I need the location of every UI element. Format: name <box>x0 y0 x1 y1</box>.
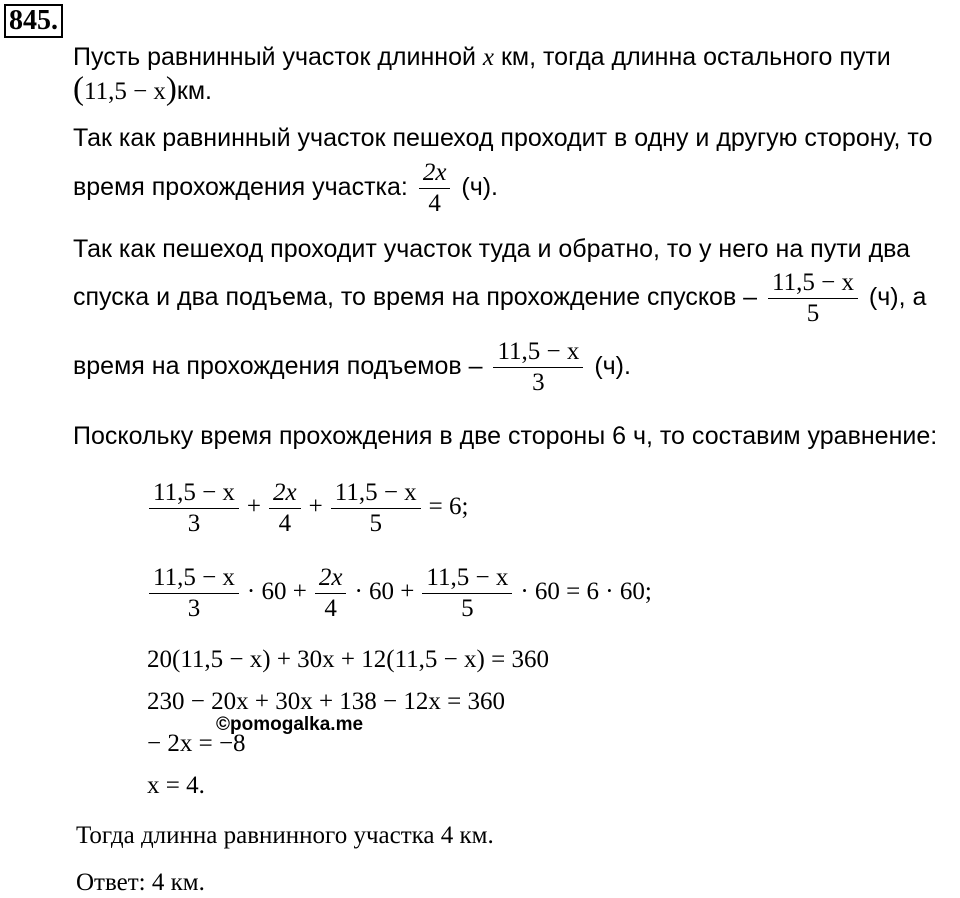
equation-6: x = 4. <box>147 772 205 799</box>
equation-4: 230 − 20x + 30x + 138 − 12x = 360 <box>147 688 505 715</box>
fraction-denominator: 4 <box>278 510 292 537</box>
p3-fraction-1 <box>768 270 858 327</box>
fraction-denominator: 3 <box>187 595 201 622</box>
fraction-numerator: 11,5 − x <box>149 480 239 509</box>
eq1-op-1: + <box>246 493 262 521</box>
fraction-numerator: 2x <box>419 160 451 189</box>
p2-fraction <box>419 160 451 217</box>
eq1-op-2: + <box>308 493 323 521</box>
fraction-denominator: 5 <box>369 510 382 537</box>
eq1-fraction-3 <box>331 480 421 537</box>
fraction-denominator: 3 <box>187 510 201 537</box>
p2-line2 <box>73 160 498 217</box>
fraction-denominator: 4 <box>324 595 337 622</box>
p1-line1-b: км, тогда длинна остального пути <box>494 43 891 71</box>
p1-line1 <box>73 42 891 73</box>
watermark: ©pomogalka.me <box>216 714 364 735</box>
fraction-denominator: 5 <box>461 595 474 622</box>
equation-2 <box>145 565 656 622</box>
fraction-numerator: 11,5 − x <box>149 565 239 594</box>
eq2-mult-1: · 60 + <box>246 578 307 606</box>
p3-line2-a: спуска и два подъема, то время на прохождение спусков – <box>73 283 758 312</box>
fraction-denominator: 3 <box>532 369 545 396</box>
p1-line2-expr: 11,5 − x <box>84 78 166 105</box>
p2-line2-a: время прохождения участка: <box>73 173 408 202</box>
fraction-numerator: 2x <box>315 565 347 594</box>
eq2-rhs: · 60 = 6 · 60; <box>520 578 652 606</box>
fraction-numerator: 11,5 − x <box>768 270 858 299</box>
fraction-numerator: 11,5 − x <box>422 565 512 594</box>
equation-5: − 2x = −8 <box>147 730 246 757</box>
problem-number: 845. <box>4 4 63 38</box>
fraction-numerator: 2x <box>269 480 301 509</box>
eq1-fraction-1 <box>149 480 239 537</box>
fraction-numerator: 11,5 − x <box>331 480 421 509</box>
fraction-denominator: 5 <box>806 300 820 327</box>
p4-line1: Поскольку время прохождения в две стороны 6 ч, то составим уравнение: <box>73 422 938 450</box>
p3-line3 <box>73 339 631 396</box>
equation-3: 20(11,5 − x) + 30x + 12(11,5 − x) = 360 <box>147 646 549 673</box>
p3-line2-b: (ч), а <box>868 283 927 312</box>
p3-line3-b: (ч). <box>594 352 631 381</box>
p2-line2-b: (ч). <box>461 173 498 202</box>
eq2-mult-2: · 60 + <box>354 578 415 606</box>
answer-text: Ответ: 4 км. <box>76 869 205 896</box>
p1-line2: (11,5 − x)км. <box>73 71 212 107</box>
p3-line1: Так как пешеход проходит участок туда и обратно, то у него на пути два <box>73 235 911 263</box>
eq2-fraction-1 <box>149 565 239 622</box>
p2-line1: Так как равнинный участок пешеход проходит в одну и другую сторону, то <box>73 124 933 152</box>
eq2-fraction-3 <box>422 565 512 622</box>
equation-1 <box>145 480 472 537</box>
p1-line1-a: Пусть равнинный участок длинной <box>73 43 483 71</box>
conclusion-text: Тогда длинна равнинного участка 4 км. <box>76 822 494 849</box>
eq1-fraction-2 <box>269 480 301 537</box>
p3-line3-a: время на прохождения подъемов – <box>73 352 483 381</box>
p3-line2 <box>73 270 926 327</box>
p1-var-x: x <box>482 44 495 71</box>
eq2-fraction-2 <box>315 565 347 622</box>
p3-fraction-2 <box>493 339 583 396</box>
fraction-numerator: 11,5 − x <box>493 339 583 368</box>
eq1-rhs: = 6; <box>428 493 469 521</box>
p1-line2-unit: км. <box>176 77 212 105</box>
fraction-denominator: 4 <box>428 190 441 217</box>
